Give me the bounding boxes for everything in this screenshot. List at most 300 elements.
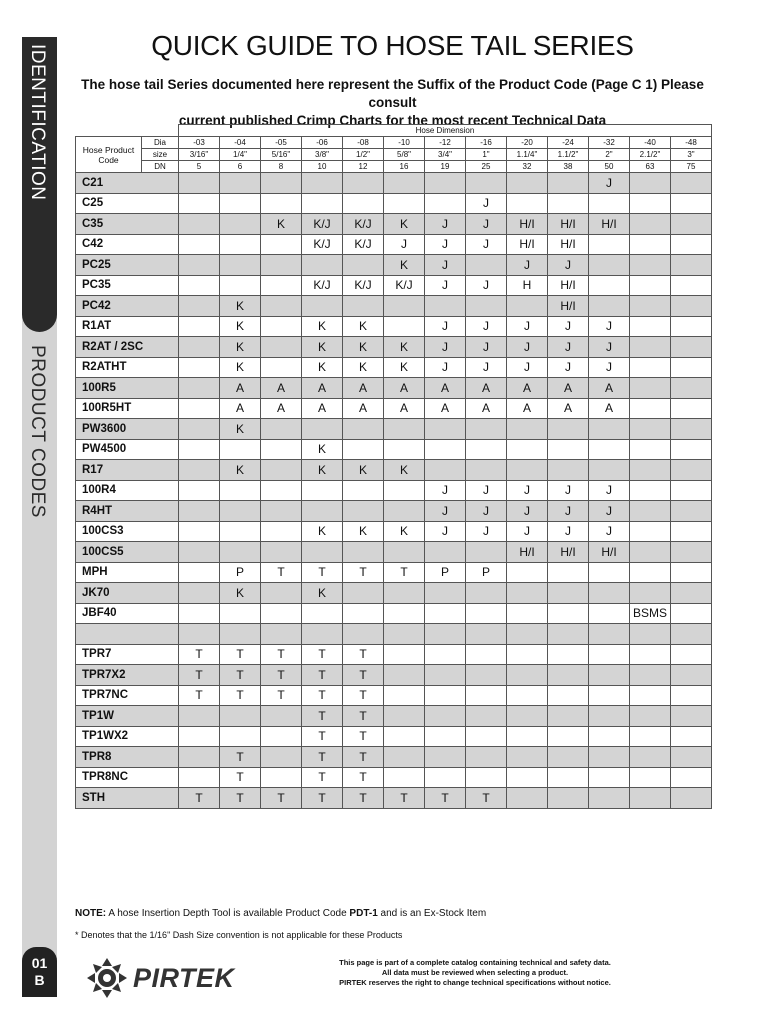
suffix-cell: H/I <box>548 542 589 563</box>
suffix-cell: A <box>343 398 384 419</box>
suffix-cell <box>630 767 671 788</box>
suffix-cell <box>466 665 507 686</box>
suffix-cell: T <box>302 726 343 747</box>
suffix-cell: A <box>589 398 630 419</box>
disclaimer <box>330 958 620 988</box>
suffix-cell: A <box>261 398 302 419</box>
suffix-cell <box>630 480 671 501</box>
suffix-cell <box>425 726 466 747</box>
suffix-cell <box>671 624 712 645</box>
suffix-cell <box>179 357 220 378</box>
suffix-cell <box>179 603 220 624</box>
suffix-cell <box>671 562 712 583</box>
suffix-cell <box>343 419 384 440</box>
suffix-cell <box>671 685 712 706</box>
suffix-cell: J <box>589 357 630 378</box>
suffix-cell <box>466 255 507 276</box>
suffix-cell <box>630 706 671 727</box>
note-product-code: PDT-1 <box>349 908 378 919</box>
suffix-cell <box>589 726 630 747</box>
table-row <box>76 788 712 809</box>
suffix-cell <box>630 644 671 665</box>
product-code-cell: C25 <box>76 193 179 214</box>
suffix-cell <box>261 542 302 563</box>
suffix-cell <box>261 460 302 481</box>
suffix-cell <box>179 173 220 194</box>
suffix-cell <box>384 542 425 563</box>
suffix-cell <box>384 583 425 604</box>
dn-cell: 63 <box>630 161 671 173</box>
suffix-cell <box>507 788 548 809</box>
size-cell: 3/16" <box>179 149 220 161</box>
suffix-cell <box>179 398 220 419</box>
suffix-cell <box>507 624 548 645</box>
suffix-cell <box>466 583 507 604</box>
suffix-cell <box>261 706 302 727</box>
suffix-cell <box>630 542 671 563</box>
suffix-cell <box>384 419 425 440</box>
suffix-cell <box>630 193 671 214</box>
suffix-cell <box>302 501 343 522</box>
suffix-cell: T <box>302 665 343 686</box>
suffix-cell: J <box>425 357 466 378</box>
suffix-cell <box>384 747 425 768</box>
suffix-cell: J <box>425 521 466 542</box>
suffix-cell <box>589 603 630 624</box>
suffix-cell: J <box>466 337 507 358</box>
suffix-cell: A <box>384 378 425 399</box>
suffix-cell: H/I <box>548 296 589 317</box>
suffix-cell <box>302 173 343 194</box>
suffix-cell <box>384 706 425 727</box>
product-code-cell: PW4500 <box>76 439 179 460</box>
suffix-cell <box>671 255 712 276</box>
suffix-cell <box>179 378 220 399</box>
table-row <box>76 624 712 645</box>
product-code-cell: TPR7X2 <box>76 665 179 686</box>
suffix-cell: K <box>302 460 343 481</box>
dia-cell: -24 <box>548 137 589 149</box>
suffix-cell <box>548 665 589 686</box>
suffix-cell <box>302 255 343 276</box>
suffix-cell: K <box>384 357 425 378</box>
suffix-cell: K <box>220 357 261 378</box>
suffix-cell: J <box>589 316 630 337</box>
suffix-cell <box>630 501 671 522</box>
suffix-cell <box>548 460 589 481</box>
suffix-cell: J <box>507 357 548 378</box>
suffix-cell <box>343 296 384 317</box>
suffix-cell <box>220 726 261 747</box>
suffix-cell: T <box>261 685 302 706</box>
product-code-cell: TPR7 <box>76 644 179 665</box>
suffix-cell: K/J <box>343 214 384 235</box>
pirtek-logo <box>85 955 235 1001</box>
dia-cell: -12 <box>425 137 466 149</box>
product-code-cell: C42 <box>76 234 179 255</box>
suffix-cell: J <box>548 357 589 378</box>
suffix-cell: K/J <box>384 275 425 296</box>
suffix-cell: T <box>220 665 261 686</box>
suffix-cell: P <box>466 562 507 583</box>
suffix-cell: T <box>384 562 425 583</box>
suffix-cell <box>671 398 712 419</box>
dia-cell: -05 <box>261 137 302 149</box>
suffix-cell: K <box>220 296 261 317</box>
header-spacer <box>76 125 179 137</box>
suffix-cell <box>466 419 507 440</box>
suffix-cell <box>589 562 630 583</box>
suffix-cell: A <box>507 398 548 419</box>
suffix-cell: J <box>507 255 548 276</box>
suffix-cell: J <box>425 255 466 276</box>
suffix-cell: A <box>384 398 425 419</box>
suffix-cell: J <box>466 234 507 255</box>
suffix-cell <box>548 644 589 665</box>
suffix-cell <box>261 193 302 214</box>
suffix-cell: J <box>548 480 589 501</box>
suffix-cell <box>671 542 712 563</box>
suffix-cell: J <box>589 501 630 522</box>
dn-cell: 8 <box>261 161 302 173</box>
suffix-cell: J <box>466 193 507 214</box>
suffix-cell: H/I <box>548 275 589 296</box>
suffix-cell <box>548 706 589 727</box>
suffix-cell: T <box>179 644 220 665</box>
suffix-cell: A <box>220 398 261 419</box>
suffix-cell <box>507 665 548 686</box>
suffix-cell: T <box>220 747 261 768</box>
suffix-cell: T <box>343 685 384 706</box>
table-row <box>76 583 712 604</box>
suffix-cell: H/I <box>589 214 630 235</box>
suffix-cell <box>179 726 220 747</box>
table-row <box>76 255 712 276</box>
footnote: * Denotes that the 1/16" Dash Size convention is not applicable for these Products <box>75 930 403 940</box>
table-row <box>76 726 712 747</box>
suffix-cell: J <box>589 480 630 501</box>
suffix-cell <box>302 193 343 214</box>
product-code-cell: C35 <box>76 214 179 235</box>
suffix-cell <box>630 234 671 255</box>
suffix-cell: K <box>302 316 343 337</box>
side-label-product-codes: PRODUCT CODES <box>27 345 48 518</box>
suffix-cell <box>261 255 302 276</box>
suffix-cell: K <box>302 583 343 604</box>
size-cell: 1" <box>466 149 507 161</box>
suffix-cell <box>220 706 261 727</box>
suffix-cell <box>343 255 384 276</box>
suffix-cell: P <box>220 562 261 583</box>
product-code-cell: TPR8 <box>76 747 179 768</box>
suffix-cell: A <box>302 378 343 399</box>
product-code-cell: 100R4 <box>76 480 179 501</box>
suffix-cell <box>261 480 302 501</box>
suffix-cell <box>220 275 261 296</box>
suffix-cell <box>671 521 712 542</box>
suffix-cell: A <box>343 378 384 399</box>
table-row <box>76 665 712 686</box>
suffix-cell: J <box>548 521 589 542</box>
suffix-cell <box>425 747 466 768</box>
suffix-cell <box>343 542 384 563</box>
table-row <box>76 419 712 440</box>
suffix-cell <box>589 665 630 686</box>
suffix-cell <box>630 357 671 378</box>
suffix-cell <box>507 296 548 317</box>
suffix-cell <box>343 624 384 645</box>
suffix-cell <box>671 767 712 788</box>
dn-cell: 75 <box>671 161 712 173</box>
suffix-cell <box>630 583 671 604</box>
suffix-cell <box>671 419 712 440</box>
suffix-cell <box>507 685 548 706</box>
suffix-cell: J <box>466 521 507 542</box>
suffix-cell <box>630 173 671 194</box>
suffix-cell <box>589 685 630 706</box>
suffix-cell: H/I <box>589 542 630 563</box>
suffix-cell <box>671 644 712 665</box>
suffix-cell <box>302 480 343 501</box>
dn-cell: 50 <box>589 161 630 173</box>
suffix-cell <box>384 296 425 317</box>
pirtek-cog-icon <box>85 956 129 1000</box>
suffix-cell <box>671 583 712 604</box>
suffix-cell <box>630 316 671 337</box>
dn-row <box>76 161 712 173</box>
suffix-cell: H/I <box>548 214 589 235</box>
suffix-cell <box>671 706 712 727</box>
suffix-cell: K <box>220 316 261 337</box>
suffix-cell <box>343 501 384 522</box>
suffix-cell <box>548 419 589 440</box>
suffix-cell: T <box>261 644 302 665</box>
suffix-cell <box>671 275 712 296</box>
suffix-cell <box>179 255 220 276</box>
suffix-cell <box>630 255 671 276</box>
product-code-cell: 100R5HT <box>76 398 179 419</box>
table-row <box>76 501 712 522</box>
dn-cell: 19 <box>425 161 466 173</box>
suffix-cell <box>179 214 220 235</box>
disclaimer-line-3: PIRTEK reserves the right to change technical specifications without notice. <box>339 978 611 987</box>
dia-cell: -20 <box>507 137 548 149</box>
table-row <box>76 275 712 296</box>
suffix-cell <box>589 234 630 255</box>
subtitle-line-2: current published Crimp Charts for the most recent Technical Data <box>178 113 607 128</box>
suffix-cell: J <box>425 316 466 337</box>
suffix-cell <box>384 193 425 214</box>
suffix-cell: J <box>548 316 589 337</box>
suffix-cell <box>220 234 261 255</box>
suffix-cell <box>425 439 466 460</box>
suffix-cell: J <box>507 501 548 522</box>
suffix-cell: K <box>220 460 261 481</box>
suffix-cell: A <box>548 378 589 399</box>
suffix-cell <box>302 624 343 645</box>
suffix-cell <box>548 173 589 194</box>
suffix-cell: J <box>507 480 548 501</box>
suffix-cell: J <box>466 357 507 378</box>
page-badge <box>22 947 57 997</box>
suffix-cell <box>630 378 671 399</box>
suffix-cell: BSMS <box>630 603 671 624</box>
suffix-cell: K/J <box>343 234 384 255</box>
suffix-cell <box>179 562 220 583</box>
suffix-cell <box>671 337 712 358</box>
suffix-cell: J <box>425 501 466 522</box>
suffix-cell <box>548 767 589 788</box>
suffix-cell <box>179 316 220 337</box>
dn-cell: 12 <box>343 161 384 173</box>
suffix-cell: K <box>343 357 384 378</box>
suffix-cell <box>179 234 220 255</box>
suffix-cell <box>548 583 589 604</box>
suffix-cell: J <box>548 255 589 276</box>
suffix-cell <box>671 214 712 235</box>
suffix-cell: J <box>507 337 548 358</box>
suffix-cell: J <box>466 275 507 296</box>
suffix-cell <box>425 665 466 686</box>
suffix-cell <box>671 378 712 399</box>
suffix-cell: J <box>425 275 466 296</box>
suffix-cell <box>589 624 630 645</box>
suffix-cell <box>589 460 630 481</box>
table-row <box>76 685 712 706</box>
suffix-cell <box>630 747 671 768</box>
table-row <box>76 214 712 235</box>
suffix-cell <box>384 439 425 460</box>
table-row <box>76 439 712 460</box>
suffix-cell: T <box>302 706 343 727</box>
suffix-cell: A <box>261 378 302 399</box>
suffix-cell <box>507 583 548 604</box>
suffix-cell <box>343 173 384 194</box>
product-code-cell: TPR7NC <box>76 685 179 706</box>
suffix-cell <box>343 480 384 501</box>
suffix-cell: T <box>302 788 343 809</box>
suffix-cell: K/J <box>302 234 343 255</box>
suffix-cell <box>425 296 466 317</box>
suffix-cell <box>466 685 507 706</box>
size-cell: 3/4" <box>425 149 466 161</box>
suffix-cell: J <box>384 234 425 255</box>
suffix-cell <box>220 501 261 522</box>
note <box>75 908 486 919</box>
row-label-size: size <box>142 149 179 161</box>
side-label-identification: IDENTIFICATION <box>27 44 48 201</box>
product-code-cell: TPR8NC <box>76 767 179 788</box>
suffix-cell <box>343 193 384 214</box>
suffix-cell <box>671 193 712 214</box>
suffix-cell: T <box>343 706 384 727</box>
suffix-cell: K/J <box>343 275 384 296</box>
suffix-cell: T <box>384 788 425 809</box>
table-row <box>76 542 712 563</box>
suffix-cell <box>466 706 507 727</box>
suffix-cell: T <box>466 788 507 809</box>
suffix-cell <box>630 562 671 583</box>
suffix-cell <box>179 439 220 460</box>
suffix-cell <box>220 521 261 542</box>
dia-cell: -32 <box>589 137 630 149</box>
suffix-cell <box>384 644 425 665</box>
suffix-cell: K <box>302 337 343 358</box>
suffix-cell: T <box>343 747 384 768</box>
suffix-cell: A <box>466 398 507 419</box>
suffix-cell: J <box>589 337 630 358</box>
suffix-cell <box>220 173 261 194</box>
suffix-cell <box>466 296 507 317</box>
suffix-cell <box>466 542 507 563</box>
suffix-cell: K <box>302 521 343 542</box>
table-row <box>76 460 712 481</box>
suffix-cell: K <box>343 337 384 358</box>
suffix-cell <box>425 624 466 645</box>
suffix-cell: T <box>302 644 343 665</box>
suffix-cell <box>589 767 630 788</box>
suffix-cell: T <box>302 767 343 788</box>
table-row <box>76 316 712 337</box>
dn-cell: 5 <box>179 161 220 173</box>
size-cell: 2.1/2" <box>630 149 671 161</box>
suffix-cell: J <box>425 234 466 255</box>
suffix-cell: H/I <box>548 234 589 255</box>
suffix-cell <box>261 357 302 378</box>
dn-cell: 16 <box>384 161 425 173</box>
product-code-cell: R2ATHT <box>76 357 179 378</box>
suffix-cell: J <box>548 337 589 358</box>
product-code-cell: R1AT <box>76 316 179 337</box>
hose-tail-table <box>75 124 712 809</box>
logo-wordmark: PIRTEK <box>133 962 235 993</box>
suffix-cell <box>261 747 302 768</box>
suffix-cell <box>261 439 302 460</box>
suffix-cell <box>671 173 712 194</box>
suffix-cell <box>671 234 712 255</box>
table-row <box>76 234 712 255</box>
table-row <box>76 644 712 665</box>
dia-cell: -16 <box>466 137 507 149</box>
table-row <box>76 296 712 317</box>
suffix-cell <box>179 337 220 358</box>
suffix-cell <box>384 624 425 645</box>
suffix-cell <box>466 767 507 788</box>
size-cell: 1.1/4" <box>507 149 548 161</box>
suffix-cell <box>671 439 712 460</box>
table-row <box>76 398 712 419</box>
note-text-after: and is an Ex-Stock Item <box>377 908 487 919</box>
suffix-cell: T <box>261 665 302 686</box>
suffix-cell: T <box>220 644 261 665</box>
suffix-cell <box>466 747 507 768</box>
table-row <box>76 603 712 624</box>
suffix-cell <box>343 439 384 460</box>
size-cell: 5/16" <box>261 149 302 161</box>
table-row <box>76 357 712 378</box>
table-row <box>76 378 712 399</box>
suffix-cell: K <box>220 337 261 358</box>
suffix-cell <box>548 726 589 747</box>
suffix-cell: J <box>425 480 466 501</box>
suffix-cell <box>466 460 507 481</box>
suffix-cell: K <box>384 214 425 235</box>
table-row <box>76 193 712 214</box>
suffix-cell <box>548 439 589 460</box>
dn-cell: 25 <box>466 161 507 173</box>
suffix-cell <box>302 603 343 624</box>
suffix-cell: T <box>343 562 384 583</box>
